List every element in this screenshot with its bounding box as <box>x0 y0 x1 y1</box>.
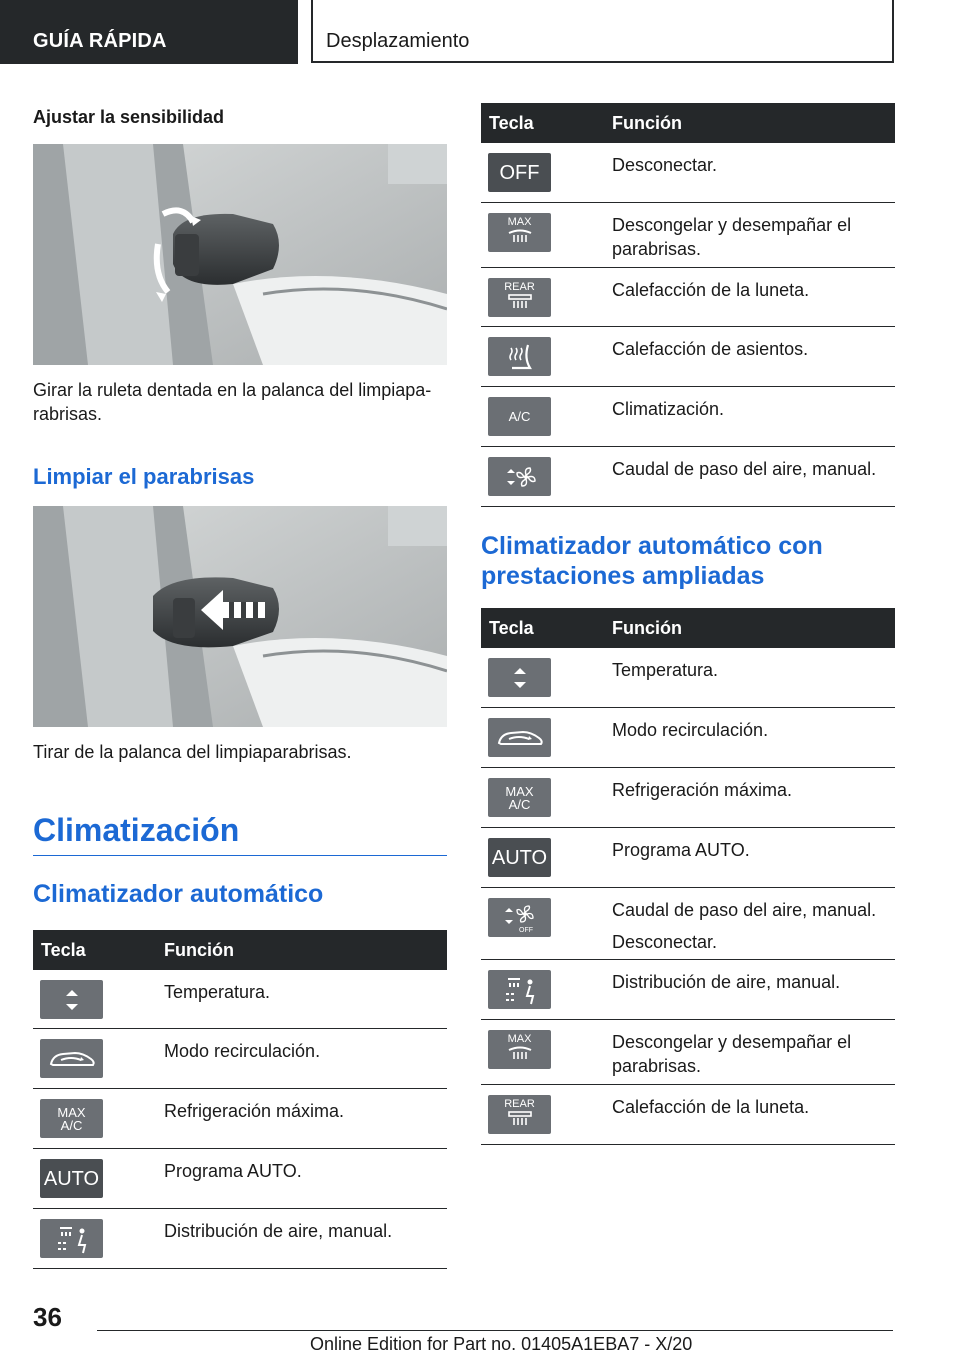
header-chapter-label: Desplazamiento <box>326 30 470 52</box>
recirculation-icon <box>40 1039 103 1078</box>
table-row <box>481 203 895 268</box>
extended-climate-heading <box>481 531 823 591</box>
icon-label: MAX <box>505 783 534 799</box>
table-row <box>481 888 895 960</box>
function-text: Modo recirculación. <box>164 1041 321 1061</box>
function-text: Refrigeración máxima. <box>612 780 793 800</box>
icon-label: MAX <box>57 1104 86 1120</box>
icon-label: OFF <box>518 926 533 934</box>
ac-icon <box>488 397 551 436</box>
table-row <box>33 1089 447 1149</box>
table-row <box>481 143 895 203</box>
function-text: Descongelar y desempañar el parabrisas. <box>612 1032 852 1076</box>
function-text: Calefacción de la luneta. <box>612 1097 810 1117</box>
function-text: Modo recirculación. <box>612 720 769 740</box>
page-number: 36 <box>33 1302 62 1332</box>
column-header-function: Función <box>164 940 234 960</box>
icon-label: MAX <box>507 1032 532 1045</box>
function-text <box>612 898 889 954</box>
icon-label: A/C <box>60 1117 83 1133</box>
max-ac-icon <box>488 778 551 817</box>
function-text: Distribución de aire, manual. <box>612 972 841 992</box>
column-header-function: Función <box>612 618 682 638</box>
wiper-sensitivity-photo <box>33 144 447 365</box>
auto-climate-table <box>33 930 447 1269</box>
auto-icon <box>40 1159 103 1198</box>
column-header-function: Función <box>612 113 682 133</box>
function-text: Desconectar. <box>612 155 718 175</box>
function-text: Climatización. <box>612 399 725 419</box>
table-row <box>33 1149 447 1209</box>
header-section-tab <box>0 0 298 64</box>
extended-heading-line-2: prestaciones ampliadas <box>481 562 765 590</box>
table-header <box>33 930 447 970</box>
table-row <box>481 387 895 447</box>
table-row <box>33 1209 447 1269</box>
table-row <box>481 768 895 828</box>
fan-icon <box>488 457 551 496</box>
function-text-line: Caudal de paso del aire, manual. <box>612 900 877 920</box>
column-header-key: Tecla <box>489 113 534 133</box>
main-title: Climatización <box>33 812 240 848</box>
sensitivity-text-line-2: rabrisas. <box>33 404 103 424</box>
off-icon <box>488 153 551 192</box>
rear-defrost-icon <box>488 1095 551 1134</box>
header-chapter-box <box>311 0 894 63</box>
wiper-clean-photo <box>33 506 447 727</box>
function-text: Temperatura. <box>164 982 271 1002</box>
icon-label: A/C <box>508 796 531 812</box>
function-text: Programa AUTO. <box>164 1161 302 1181</box>
title-underline <box>33 855 447 856</box>
air-distribution-icon <box>488 970 551 1009</box>
table-row <box>481 1020 895 1085</box>
function-text: Programa AUTO. <box>612 840 750 860</box>
function-text: Temperatura. <box>612 660 719 680</box>
temperature-icon <box>488 658 551 697</box>
table-row <box>481 828 895 888</box>
extended-climate-table <box>481 608 895 1145</box>
table-header <box>481 608 895 648</box>
icon-label: MAX <box>507 215 532 228</box>
seat-heating-icon <box>488 337 551 376</box>
auto-climate-heading: Climatizador automático <box>33 880 324 908</box>
function-text-line: Desconectar. <box>612 932 718 952</box>
table-header <box>481 103 895 143</box>
function-text: Caudal de paso del aire, manual. <box>612 459 877 479</box>
max-defrost-icon <box>488 1030 551 1069</box>
footer-edition: Online Edition for Part no. 01405A1EBA7 - X/20 <box>310 1334 693 1354</box>
rear-defrost-icon <box>488 278 551 317</box>
fan-off-icon <box>488 898 551 937</box>
temperature-icon <box>40 980 103 1019</box>
header-section-label: GUÍA RÁPIDA <box>33 30 167 52</box>
clean-windshield-heading: Limpiar el parabrisas <box>33 464 255 489</box>
auto-icon <box>488 838 551 877</box>
icon-label: AUTO <box>491 846 548 869</box>
function-text: Descongelar y desempañar el parabrisas. <box>612 215 852 259</box>
icon-label: A/C <box>508 409 531 424</box>
column-header-key: Tecla <box>489 618 534 638</box>
sensitivity-text-line-1: Girar la ruleta dentada en la palanca del limpiapa- <box>33 380 432 400</box>
sensitivity-text <box>33 378 447 426</box>
table-row <box>481 708 895 768</box>
table-row <box>33 1029 447 1089</box>
clean-text: Tirar de la palanca del limpiaparabrisas. <box>33 742 352 762</box>
sensitivity-title: Ajustar la sensibilidad <box>33 107 225 127</box>
function-text: Refrigeración máxima. <box>164 1101 345 1121</box>
max-defrost-icon <box>488 213 551 252</box>
table-row <box>481 648 895 708</box>
table-row <box>33 970 447 1029</box>
column-header-key: Tecla <box>41 940 86 960</box>
icon-label: OFF <box>499 161 540 184</box>
table-row <box>481 960 895 1020</box>
air-distribution-icon <box>40 1219 103 1258</box>
icon-label: AUTO <box>43 1167 100 1190</box>
table-row <box>481 327 895 387</box>
function-text: Distribución de aire, manual. <box>164 1221 393 1241</box>
function-text: Calefacción de asientos. <box>612 339 809 359</box>
footer-rule <box>97 1330 893 1331</box>
recirculation-icon <box>488 718 551 757</box>
table-row <box>481 447 895 507</box>
controls-table <box>481 103 895 507</box>
table-row <box>481 1085 895 1145</box>
table-row <box>481 268 895 327</box>
function-text: Calefacción de la luneta. <box>612 280 810 300</box>
icon-label: REAR <box>504 280 535 293</box>
icon-label: REAR <box>504 1097 535 1110</box>
extended-heading-line-1: Climatizador automático con <box>481 532 823 560</box>
max-ac-icon <box>40 1099 103 1138</box>
